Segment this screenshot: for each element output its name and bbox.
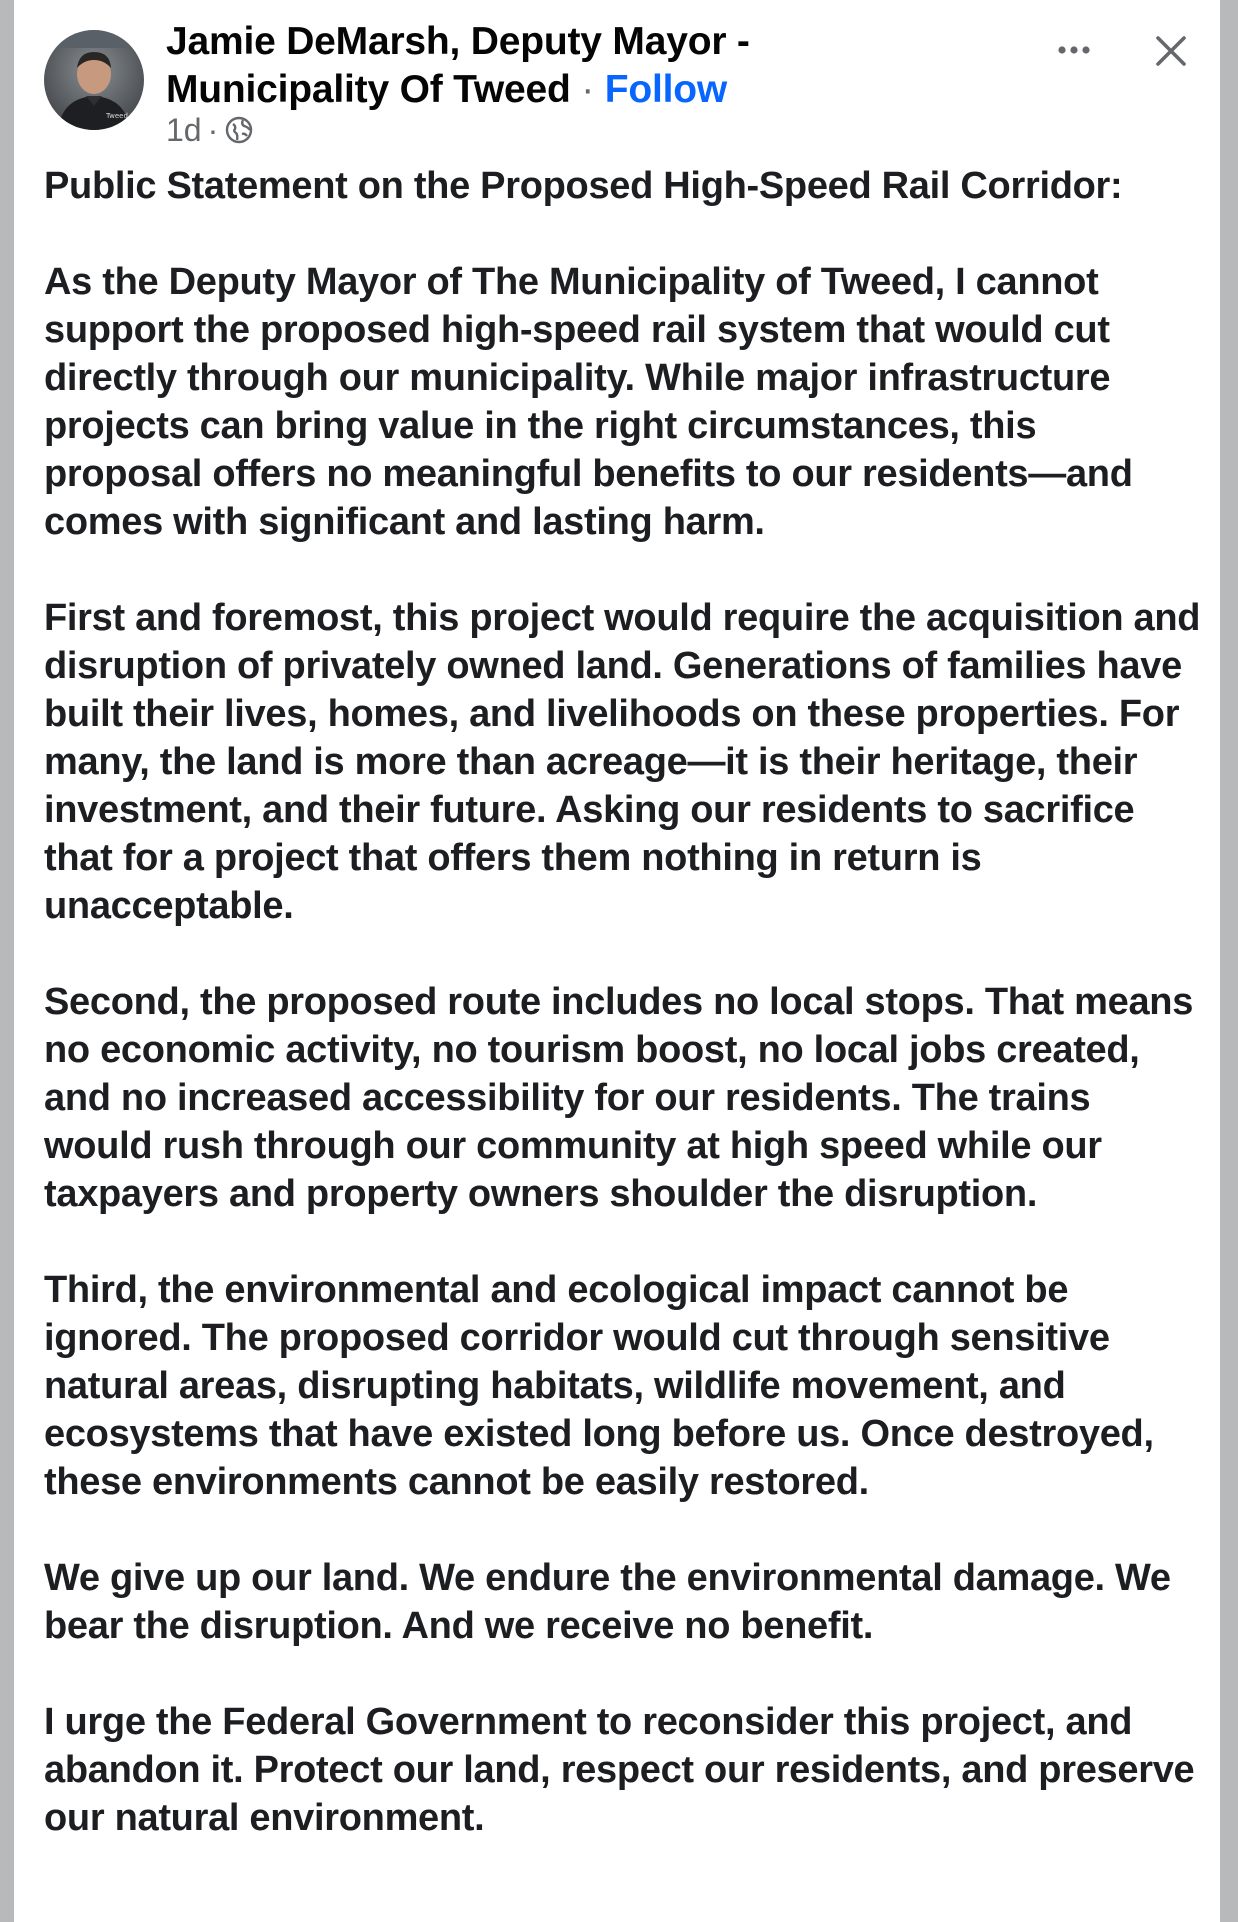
post-timestamp[interactable]: 1d <box>166 111 202 148</box>
svg-text:Tweed: Tweed <box>106 112 128 120</box>
header-separator: · <box>581 68 595 111</box>
globe-icon[interactable] <box>224 115 254 145</box>
post-paragraph: We give up our land. We endure the environmental damage. We bear the disruption. And we receive no benefit. <box>44 1557 1171 1647</box>
post-meta <box>166 110 254 150</box>
author-name[interactable]: Jamie DeMarsh, Deputy Mayor - <box>166 20 750 63</box>
avatar-photo <box>44 30 144 130</box>
post-paragraph: I urge the Federal Government to reconsider this project, and abandon it. Protect our land, respect our residents, and preserve our natural environment. <box>44 1701 1195 1839</box>
post-title: Public Statement on the Proposed High-Speed Rail Corridor: <box>44 165 1123 207</box>
author-avatar[interactable] <box>44 30 144 130</box>
post-paragraph: Third, the environmental and ecological impact cannot be ignored. The proposed corridor would cut through sensitive natural areas, disrupting habitats, wildlife movement, and ecosystems that have existed long before us. Once destroyed, these environments cannot be easily restored. <box>44 1269 1154 1503</box>
author-organization[interactable]: Municipality Of Tweed <box>166 68 571 111</box>
post-body <box>44 162 1204 1890</box>
meta-separator: · <box>207 111 219 148</box>
more-horizontal-icon[interactable] <box>1046 28 1102 72</box>
post-paragraph: Second, the proposed route includes no local stops. That means no economic activity, no tourism boost, no local jobs created, and no increased accessibility for our residents. The trains would rush through our community at high speed while our taxpayers and property owners shoulder the disruption. <box>44 981 1194 1215</box>
follow-button[interactable]: Follow <box>604 68 727 111</box>
post-paragraph: First and foremost, this project would require the acquisition and disruption of privately owned land. Generations of families have built their lives, homes, and livelihoods on these properties. For many, the land is more than acreage—it is their heritage, their investment, and their future. Asking our residents to sacrifice that for a project that offers them nothing in return is unacceptable. <box>44 597 1201 927</box>
post-paragraph: As the Deputy Mayor of The Municipality of Tweed, I cannot support the proposed high-speed rail system that would cut directly through our municipality. While major infrastructure projects can bring value in the right circumstances, this proposal offers no meaningful benefits to our residents—and comes with significant and lasting harm. <box>44 261 1133 543</box>
post-card <box>14 0 1220 1922</box>
close-icon[interactable] <box>1144 24 1198 78</box>
author-header <box>166 18 906 114</box>
